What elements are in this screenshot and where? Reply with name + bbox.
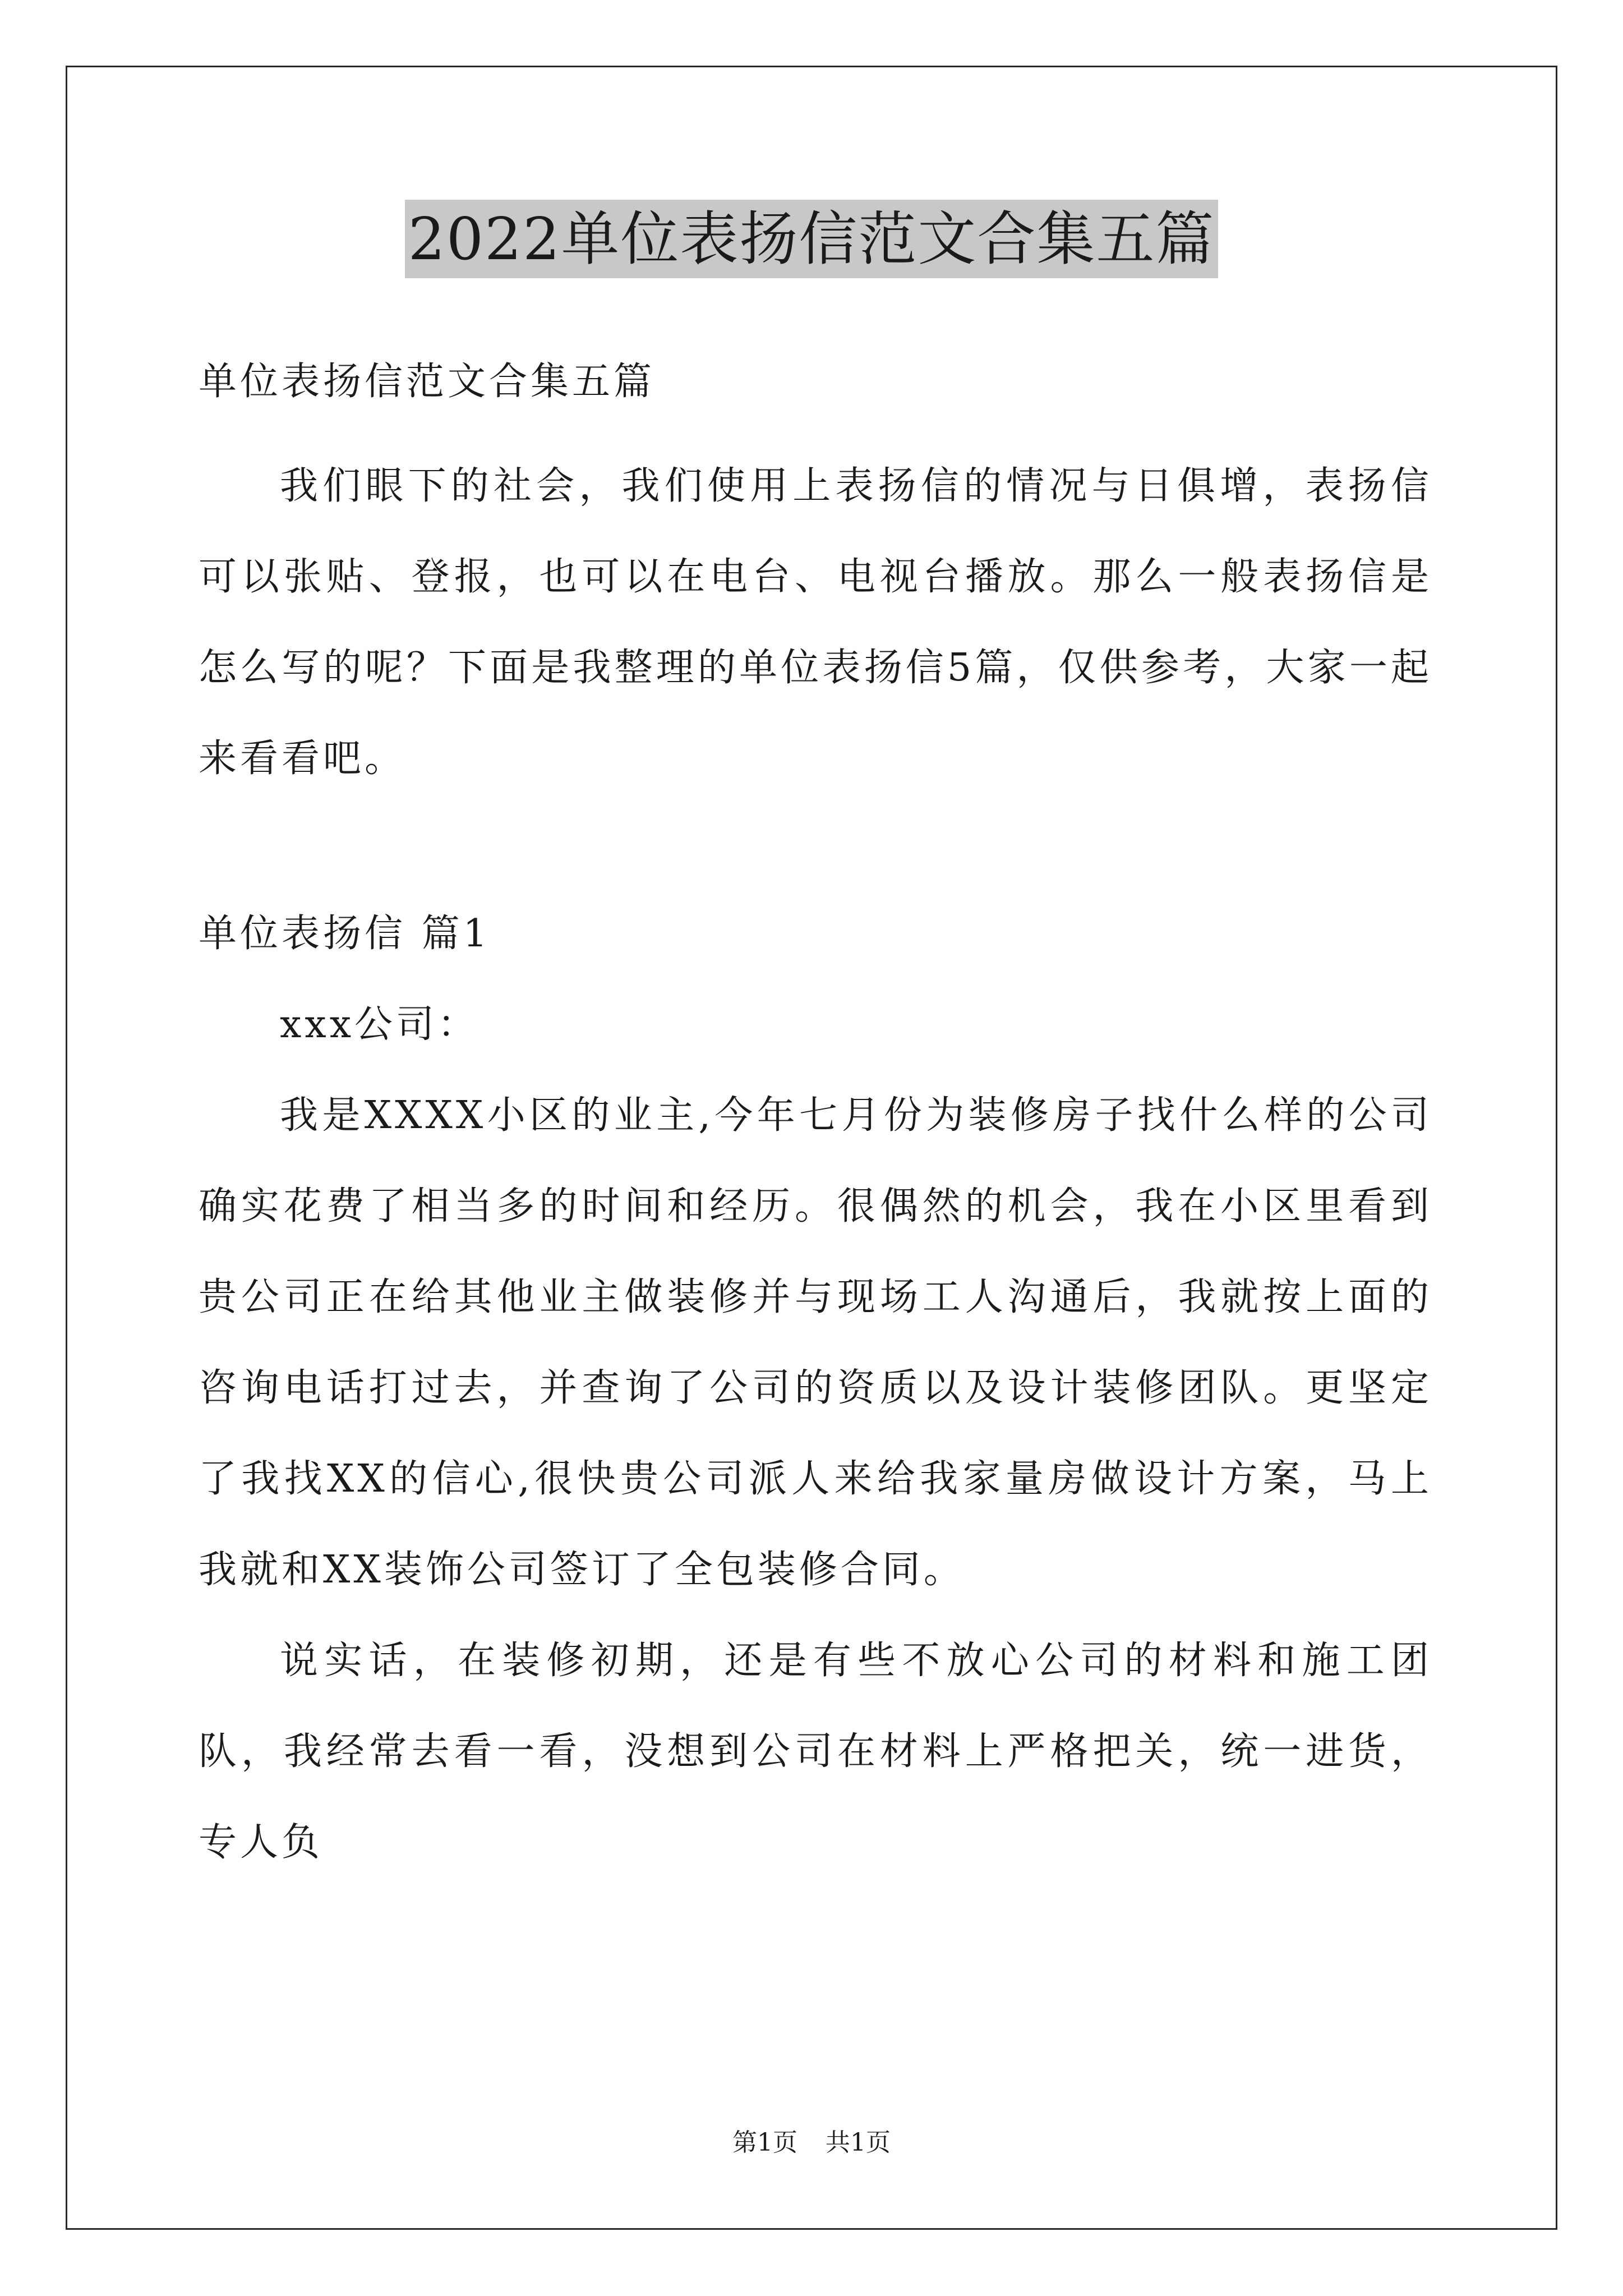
title-container bbox=[0, 200, 1623, 278]
section-heading-1: 单位表扬信 篇1 bbox=[199, 912, 491, 956]
page-number-current: 第1页 bbox=[732, 2128, 797, 2157]
intro-paragraph: 我们眼下的社会，我们使用上表扬信的情况与日俱增，表扬信可以张贴、登报，也可以在电台、电视台播放。那么一般表扬信是怎么写的呢？下面是我整理的单位表扬信5篇，仅供参考，大家一起来看看吧。 bbox=[199, 464, 1432, 781]
intro-heading: 单位表扬信范文合集五篇 bbox=[199, 360, 656, 404]
document-title: 2022单位表扬信范文合集五篇 bbox=[405, 200, 1219, 278]
page-number-total: 共1页 bbox=[826, 2128, 891, 2157]
document-body bbox=[199, 337, 1432, 1888]
body-paragraph-2: 说实话，在装修初期，还是有些不放心公司的材料和施工团队，我经常去看一看，没想到公司在材料上严格把关，统一进货，专人负 bbox=[199, 1639, 1432, 1865]
salutation: xxx公司： bbox=[280, 1002, 479, 1047]
body-paragraph-1: 我是XXXX小区的业主,今年七月份为装修房子找什么样的公司确实花费了相当多的时间和经历。很偶然的机会，我在小区里看到贵公司正在给其他业主做装修并与现场工人沟通后，我就按上面的咨询电话打过去，并查询了公司的资质以及设计装修团队。更坚定了我找XX的信心,很快贵公司派人来给我家量房做设计方案，马上我就和XX装饰公司签订了全包装修合同。 bbox=[199, 1093, 1432, 1592]
page-footer bbox=[0, 2126, 1623, 2160]
